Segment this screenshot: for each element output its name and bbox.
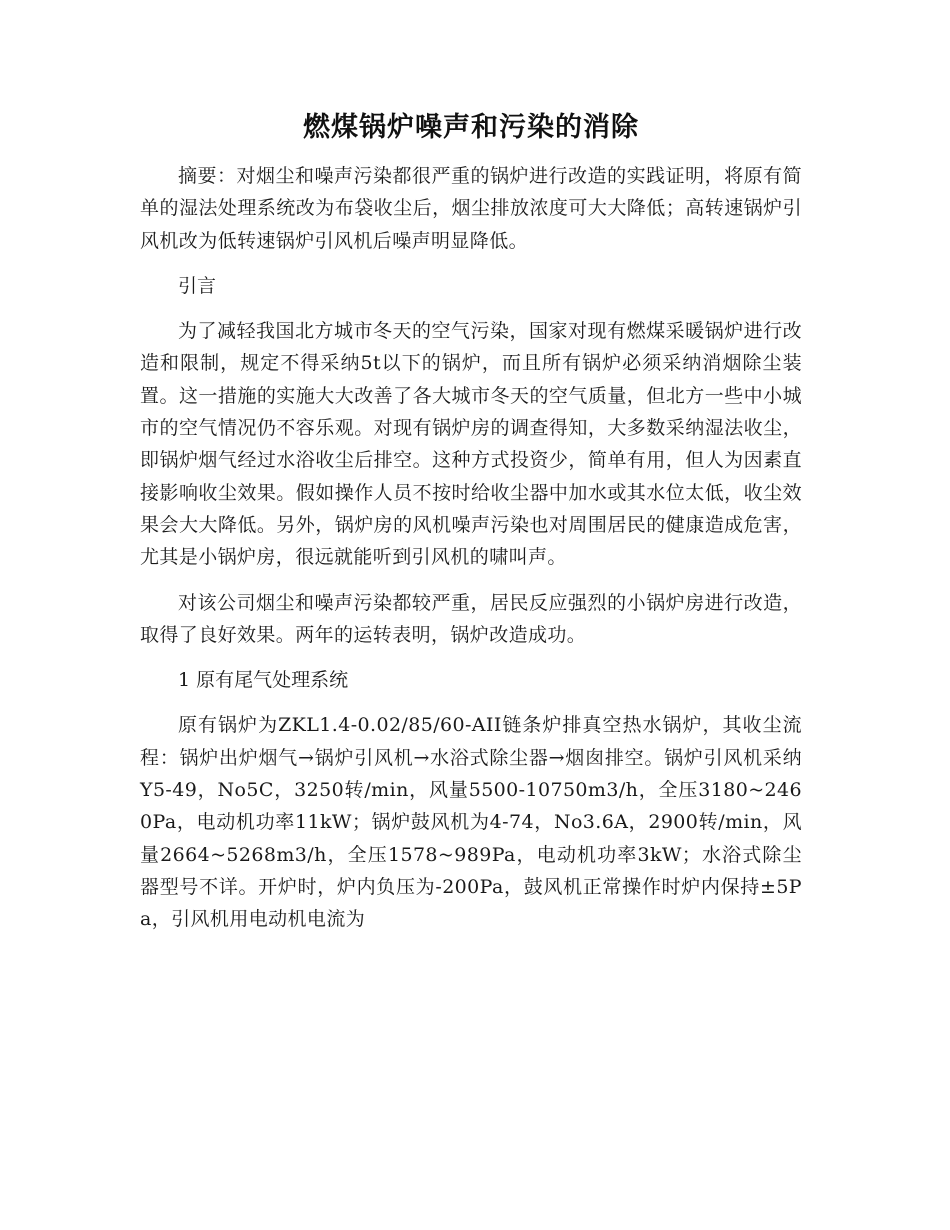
intro-paragraph-2: 对该公司烟尘和噪声污染都较严重，居民反应强烈的小锅炉房进行改造，取得了良好效果。两年的运转表明，锅炉改造成功。 xyxy=(140,591,802,646)
abstract-paragraph: 摘要：对烟尘和噪声污染都很严重的锅炉进行改造的实践证明，将原有简单的湿法处理系统改为布袋收尘后，烟尘排放浓度可大大降低；高转速锅炉引风机改为低转速锅炉引风机后噪声明显降低。 xyxy=(140,165,802,252)
document-title: 燃煤锅炉噪声和污染的消除 xyxy=(303,112,639,143)
document-body xyxy=(140,108,802,949)
intro-heading: 引言 xyxy=(178,274,217,297)
section-1-paragraph: 原有锅炉为ZKL1.4-0.02/85/60-AII链条炉排真空热水锅炉，其收尘流程：锅炉出炉烟气→锅炉引风机→水浴式除尘器→烟囱排空。锅炉引风机采纳Y5-49，No5C，3250转/min，风量5500-10750m3/h，全压3180~2460Pa，电动机功率11kW；锅炉鼓风机为4-74，No3.6A，2900转/min，风量2664~5268m3/h，全压1578~989Pa，电动机功率3kW；水浴式除尘器型号不详。开炉时，炉内负压为-200Pa，鼓风机正常操作时炉内保持±5Pa，引风机用电动机电流为 xyxy=(140,714,802,931)
section-1-heading: 1 原有尾气处理系统 xyxy=(178,669,349,692)
intro-paragraph-1: 为了减轻我国北方城市冬天的空气污染，国家对现有燃煤采暖锅炉进行改造和限制，规定不得采纳5t以下的锅炉，而且所有锅炉必须采纳消烟除尘装置。这一措施的实施大大改善了各大城市冬天的空气质量，但北方一些中小城市的空气情况仍不容乐观。对现有锅炉房的调查得知，大多数采纳湿法收尘，即锅炉烟气经过水浴收尘后排空。这种方式投资少，简单有用，但人为因素直接影响收尘效果。假如操作人员不按时给收尘器中加水或其水位太低，收尘效果会大大降低。另外，锅炉房的风机噪声污染也对周围居民的健康造成危害，尤其是小锅炉房，很远就能听到引风机的啸叫声。 xyxy=(140,320,802,569)
